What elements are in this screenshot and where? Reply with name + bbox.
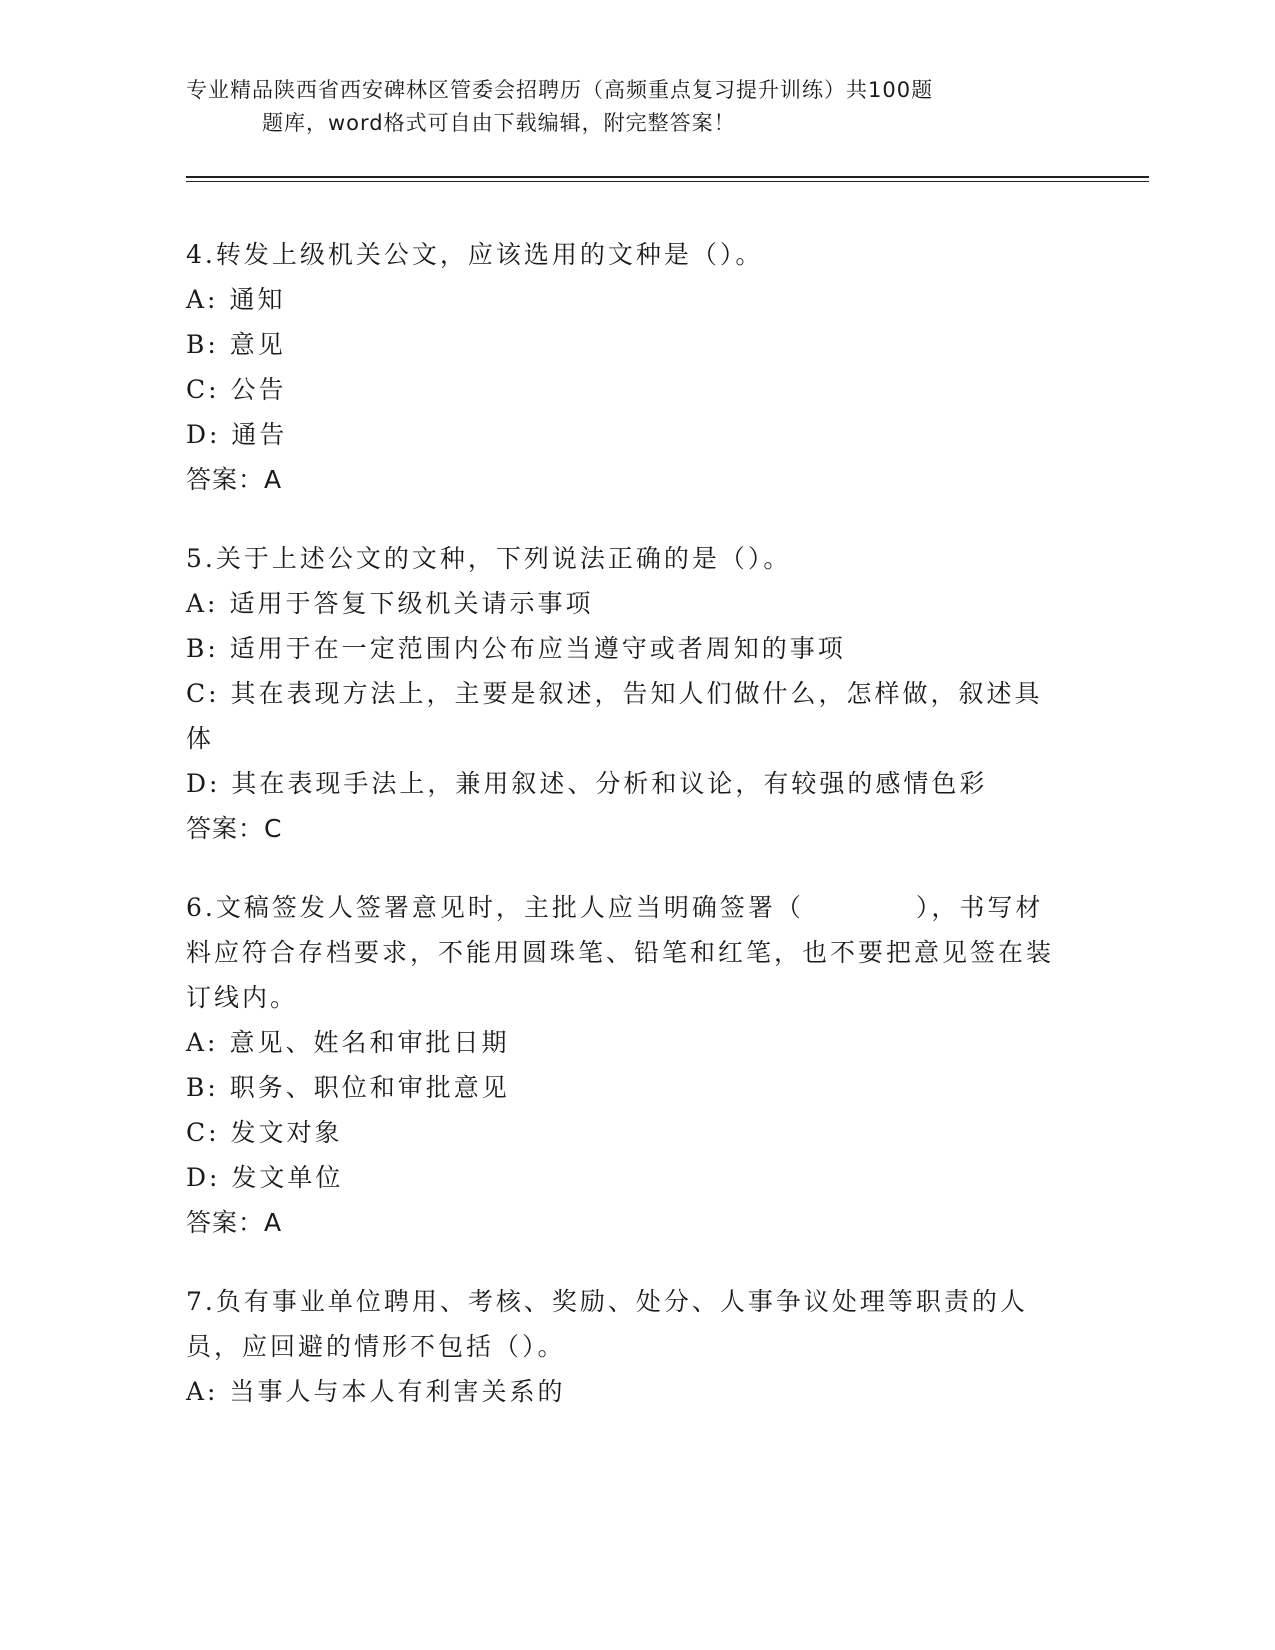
option-text: 发文单位 — [231, 1163, 344, 1192]
question-7 — [186, 1279, 1066, 1414]
option-text: 意见、姓名和审批日期 — [229, 1028, 510, 1057]
option-key: C: — [186, 679, 220, 708]
question-list — [186, 232, 1066, 1448]
option-d — [186, 412, 1066, 457]
option-text: 其在表现方法上，主要是叙述，告知人们做什么，怎样做，叙述具体 — [186, 679, 1043, 753]
option-text: 意见 — [229, 330, 286, 359]
option-key: B: — [186, 1073, 219, 1102]
option-text: 发文对象 — [230, 1118, 343, 1147]
option-c — [186, 1110, 1066, 1155]
option-key: D: — [186, 420, 221, 449]
document-header — [186, 74, 1046, 140]
question-4 — [186, 232, 1066, 502]
option-key: A: — [186, 1028, 219, 1057]
answer-line: 答案：C — [186, 814, 283, 843]
header-divider-thin — [186, 181, 1149, 182]
header-title-line-1: 专业精品陕西省西安碑林区管委会招聘历（高频重点复习提升训练）共100题 — [186, 78, 934, 102]
question-5 — [186, 536, 1066, 851]
option-key: B: — [186, 330, 219, 359]
answer-line: 答案：A — [186, 465, 283, 494]
option-key: A: — [186, 285, 219, 314]
option-a — [186, 581, 1066, 626]
option-b — [186, 1065, 1066, 1110]
option-b — [186, 626, 1066, 671]
option-d — [186, 1155, 1066, 1200]
header-title-line-2: 题库，word格式可自由下载编辑，附完整答案！ — [262, 111, 736, 135]
question-stem: 5.关于上述公文的文种，下列说法正确的是（）。 — [186, 544, 792, 573]
option-key: C: — [186, 1118, 220, 1147]
header-divider-thick — [186, 176, 1149, 178]
option-a — [186, 277, 1066, 322]
option-text: 职务、职位和审批意见 — [229, 1073, 510, 1102]
option-text: 适用于在一定范围内公布应当遵守或者周知的事项 — [229, 634, 846, 663]
option-key: B: — [186, 634, 219, 663]
answer-line: 答案：A — [186, 1208, 283, 1237]
option-key: C: — [186, 375, 220, 404]
option-key: D: — [186, 769, 221, 798]
option-text: 其在表现手法上，兼用叙述、分析和议论，有较强的感情色彩 — [231, 769, 988, 798]
option-a — [186, 1020, 1066, 1065]
option-text: 当事人与本人有利害关系的 — [229, 1377, 566, 1406]
question-stem: 7.负有事业单位聘用、考核、奖励、处分、人事争议处理等职责的人员，应回避的情形不包括（）。 — [186, 1287, 1028, 1361]
option-b — [186, 322, 1066, 367]
question-stem: 6.文稿签发人签署意见时，主批人应当明确签署（ ），书写材料应符合存档要求，不能用圆珠笔、铅笔和红笔，也不要把意见签在装订线内。 — [186, 893, 1055, 1012]
option-c — [186, 671, 1066, 761]
option-text: 通告 — [231, 420, 288, 449]
option-key: D: — [186, 1163, 221, 1192]
option-key: A: — [186, 589, 219, 618]
option-text: 通知 — [229, 285, 286, 314]
question-stem: 4.转发上级机关公文，应该选用的文种是（）。 — [186, 240, 764, 269]
option-key: A: — [186, 1377, 219, 1406]
option-text: 公告 — [230, 375, 287, 404]
question-6 — [186, 885, 1066, 1245]
option-a — [186, 1369, 1066, 1414]
option-d — [186, 761, 1066, 806]
option-text: 适用于答复下级机关请示事项 — [229, 589, 594, 618]
option-c — [186, 367, 1066, 412]
